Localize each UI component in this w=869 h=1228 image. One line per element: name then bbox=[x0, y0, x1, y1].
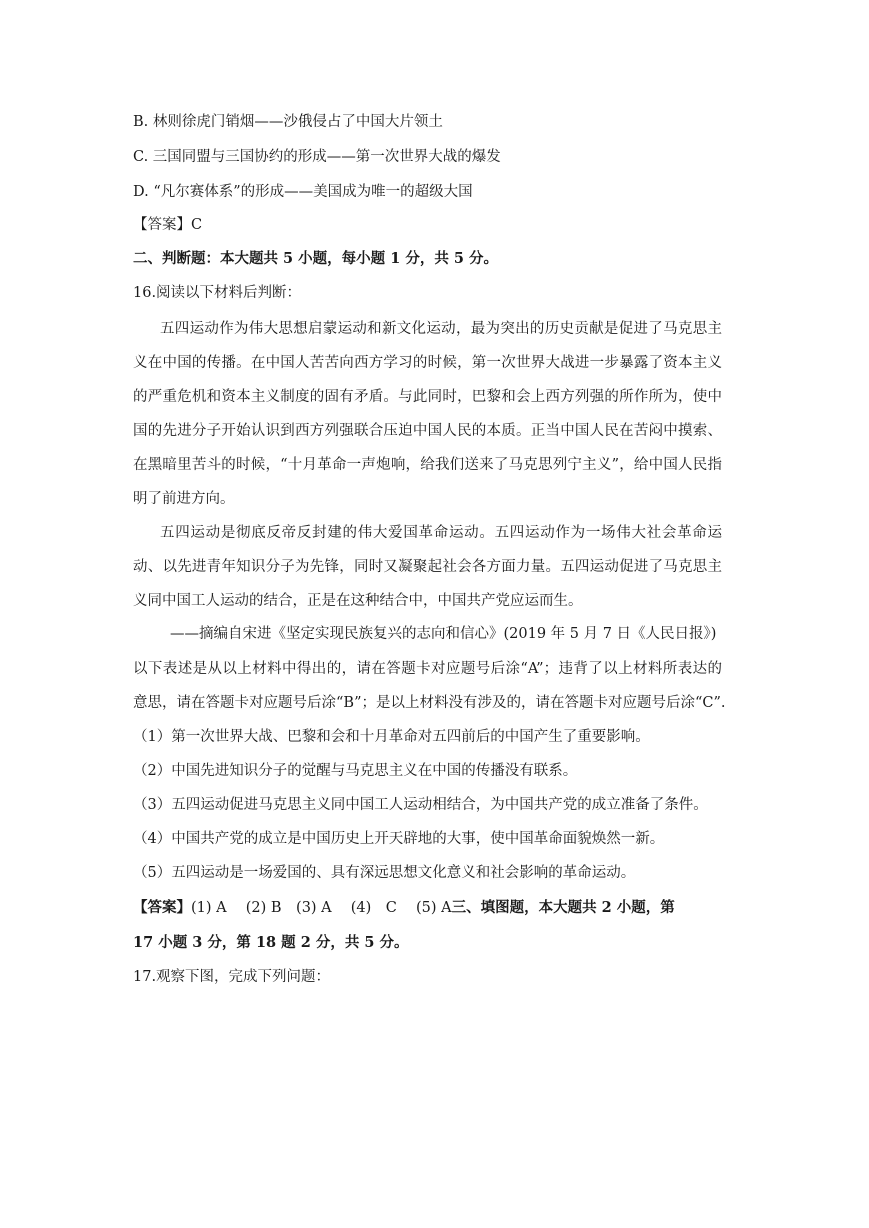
section-3-heading-continued: 17 小题 3 分，第 18 题 2 分，共 5 分。 bbox=[133, 934, 409, 951]
q16-source: ——摘编自宋进《坚定实现民族复兴的志向和信心》(2019 年 5 月 7 日《人民日报》) bbox=[170, 626, 717, 642]
q16-instruction-line: 意思，请在答题卡对应题号后涂“B”；是以上材料没有涉及的，请在答题卡对应题号后涂“C”. bbox=[133, 695, 726, 711]
q16-para1-line: 国的先进分子开始认识到西方列强联合压迫中国人民的本质。正当中国人民在苦闷中摸索、 bbox=[133, 423, 722, 439]
answer-q15: 【答案】C bbox=[133, 217, 203, 233]
answer-q16-line bbox=[133, 898, 675, 918]
q16-para2-line: 五四运动是彻底反帝反封建的伟大爱国革命运动。五四运动作为一场伟大社会革命运 bbox=[160, 525, 722, 541]
option-d: D. “凡尔赛体系”的形成——美国成为唯一的超级大国 bbox=[133, 184, 473, 200]
q16-para1-line: 的严重危机和资本主义制度的固有矛盾。与此同时，巴黎和会上西方列强的所作所为，使中 bbox=[133, 389, 722, 405]
q16-para1-line: 在黑暗里苦斗的时候，“十月革命一声炮响，给我们送来了马克思列宁主义”，给中国人民指 bbox=[133, 457, 722, 473]
q16-stem: 16.阅读以下材料后判断： bbox=[133, 285, 302, 301]
q16-statement: （2）中国先进知识分子的觉醒与马克思主义在中国的传播没有联系。 bbox=[133, 763, 578, 779]
q16-para2-line: 义同中国工人运动的结合，正是在这种结合中，中国共产党应运而生。 bbox=[133, 593, 583, 609]
q16-para2-line: 动、以先进青年知识分子为先锋，同时又凝聚起社会各方面力量。五四运动促进了马克思主 bbox=[133, 559, 722, 575]
q16-instruction-line: 以下表述是从以上材料中得出的，请在答题卡对应题号后涂“A”；违背了以上材料所表达的 bbox=[133, 661, 722, 677]
q16-statement: （4）中国共产党的成立是中国历史上开天辟地的大事，使中国革命面貌焕然一新。 bbox=[133, 831, 665, 847]
answer-q16-values: (1) A (2) B (3) A (4) C (5) A bbox=[191, 900, 452, 916]
q16-statement: （1）第一次世界大战、巴黎和会和十月革命对五四前后的中国产生了重要影响。 bbox=[133, 729, 650, 745]
option-b: B. 林则徐虎门销烟——沙俄侵占了中国大片领土 bbox=[133, 114, 443, 130]
answer-q16-label: 【答案】 bbox=[133, 899, 191, 916]
q16-statement: （5）五四运动是一场爱国的、具有深远思想文化意义和社会影响的革命运动。 bbox=[133, 865, 636, 881]
section-2-heading: 二、判断题：本大题共 5 小题，每小题 1 分，共 5 分。 bbox=[133, 250, 499, 267]
option-c: C. 三国同盟与三国协约的形成——第一次世界大战的爆发 bbox=[133, 149, 501, 165]
q16-para1-line: 五四运动作为伟大思想启蒙运动和新文化运动，最为突出的历史贡献是促进了马克思主 bbox=[160, 321, 722, 337]
q16-para1-line: 义在中国的传播。在中国人苦苦向西方学习的时候，第一次世界大战进一步暴露了资本主义 bbox=[133, 355, 722, 371]
q16-statement: （3）五四运动促进马克思主义同中国工人运动相结合，为中国共产党的成立准备了条件。 bbox=[133, 797, 708, 813]
section-3-heading: 三、填图题，本大题共 2 小题，第 bbox=[451, 899, 675, 916]
q16-para1-line: 明了前进方向。 bbox=[133, 491, 235, 507]
q17-stem: 17.观察下图，完成下列问题： bbox=[133, 969, 331, 985]
